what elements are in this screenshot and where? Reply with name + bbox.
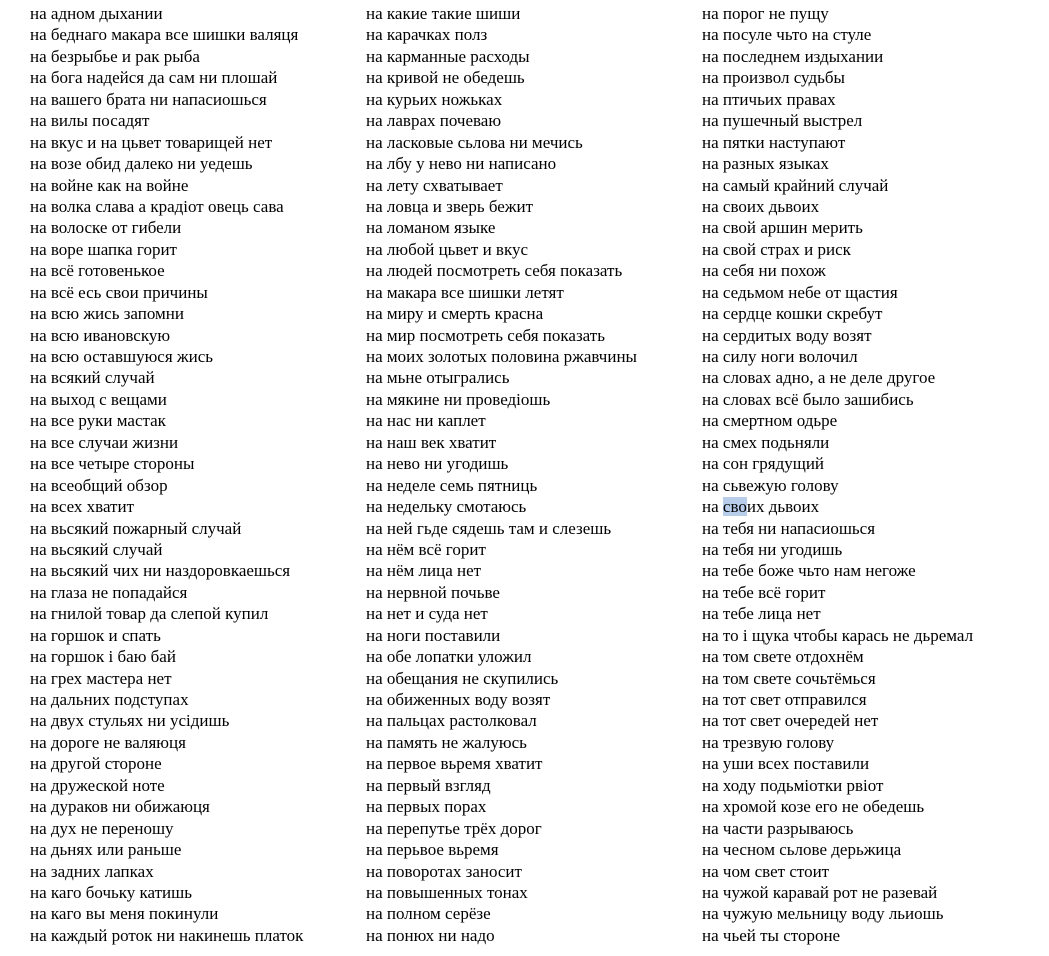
phrase-line[interactable]: на недельку смотаюсь: [366, 497, 527, 517]
phrase-line[interactable]: на поворотах заносит: [366, 861, 522, 881]
phrase-line[interactable]: на нет и суда нет: [366, 604, 488, 624]
phrase-line[interactable]: на макара все шишки летят: [366, 282, 564, 302]
phrase-line[interactable]: на сердце кошки скребут: [702, 304, 883, 324]
phrase-line[interactable]: на волка слава а крадiот овець сава: [30, 196, 284, 216]
phrase-line[interactable]: на лаврах почеваю: [366, 111, 502, 131]
phrase-line[interactable]: на двух стульях ни усiдишь: [30, 711, 230, 731]
phrase-line[interactable]: на воре шапка горит: [30, 239, 177, 259]
phrase-line[interactable]: на чесном сьлове дерьжица: [702, 840, 902, 860]
phrase-line[interactable]: на ноги поставили: [366, 625, 501, 645]
phrase-line[interactable]: на словах адно, а не деле другое: [702, 368, 936, 388]
phrase-line[interactable]: на каго бочьку катишь: [30, 882, 192, 902]
phrase-line[interactable]: на чом свет стоит: [702, 861, 830, 881]
phrase-line[interactable]: на войне как на войне: [30, 175, 189, 195]
phrase-line[interactable]: на адном дыхании: [30, 4, 163, 23]
phrase-line[interactable]: на обиженных воду возят: [366, 690, 551, 709]
phrase-line[interactable]: на всех хватит: [30, 497, 135, 517]
phrase-line[interactable]: на повышенных тонах: [366, 882, 528, 902]
phrase-line[interactable]: на разных языках: [702, 154, 829, 174]
phrase-line[interactable]: на сон грядущий: [702, 454, 825, 474]
column-3: [702, 3, 1042, 946]
phrase-line[interactable]: на седьмом небе от щастия: [702, 282, 898, 302]
phrase-line[interactable]: на пушечный выстрел: [702, 111, 863, 131]
text-selection[interactable]: сво: [722, 497, 747, 517]
phrase-line[interactable]: на возе обид далеко ни уедешь: [30, 154, 253, 174]
phrase-line[interactable]: на дух не переношу: [30, 818, 174, 838]
phrase-line[interactable]: на вашего брата ни напасиошься: [30, 89, 267, 109]
phrase-line[interactable]: на ходу подьмiотки рвiот: [702, 775, 884, 795]
phrase-line[interactable]: на обе лопатки уложил: [366, 647, 532, 667]
phrase-line[interactable]: на бога надейся да сам ни плошай: [30, 68, 278, 88]
phrase-line[interactable]: на тебя ни напасиошься: [702, 518, 876, 538]
phrase-line[interactable]: на моих золотых половина ржавчины: [366, 347, 637, 366]
selection-suffix: их дьвоих: [746, 497, 820, 517]
phrase-line[interactable]: на птичьих правах: [702, 89, 836, 109]
phrase-line[interactable]: на вьсякий случай: [30, 539, 163, 559]
phrase-line[interactable]: на мир посмотреть себя показать: [366, 325, 605, 345]
column-2: [366, 3, 691, 946]
phrase-line[interactable]: на всю оставшуюся жись: [30, 347, 214, 366]
phrase-line[interactable]: на всё есь свои причины: [30, 282, 208, 302]
phrase-line[interactable]: на все четыре стороны: [30, 454, 195, 474]
phrase-line[interactable]: на вкус и на цьвет товарищей нет: [30, 132, 273, 152]
phrase-line[interactable]: на сердитых воду возят: [702, 325, 872, 345]
phrase-line[interactable]: на нево ни угодишь: [366, 454, 509, 474]
phrase-line[interactable]: на свой страх и риск: [702, 239, 851, 259]
phrase-line[interactable]: на все случаи жизни: [30, 432, 179, 452]
phrase-line[interactable]: на первый взгляд: [366, 775, 491, 795]
phrase-line[interactable]: на силу ноги волочил: [702, 347, 858, 366]
phrase-line[interactable]: на мьне отыгрались: [366, 368, 510, 388]
phrase-line[interactable]: на нервной почьве: [366, 582, 500, 602]
phrase-line[interactable]: на грех мастера нет: [30, 668, 172, 688]
phrase-line[interactable]: на порог не пущу: [702, 4, 829, 23]
phrase-line[interactable]: на ней гьде сядешь там и слезешь: [366, 518, 612, 538]
phrase-line[interactable]: на людей посмотреть себя показать: [366, 261, 623, 281]
phrase-line[interactable]: на свой аршин мерить: [702, 218, 863, 238]
phrase-line[interactable]: на задних лапках: [30, 861, 154, 881]
phrase-line[interactable]: на нём лица нет: [366, 561, 482, 581]
phrase-line[interactable]: на самый крайний случай: [702, 175, 889, 195]
phrase-line[interactable]: на первое вьремя хватит: [366, 754, 543, 774]
column-1: [30, 3, 350, 946]
phrase-line[interactable]: на ломаном языке: [366, 218, 496, 238]
phrase-line[interactable]: на обещания не скупились: [366, 668, 559, 688]
phrase-line[interactable]: на вьсякий чих ни наздоровкаешься: [30, 561, 291, 581]
phrase-line[interactable]: на уши всех поставили: [702, 754, 870, 774]
phrase-line[interactable]: на глаза не попадайся: [30, 582, 188, 602]
phrase-line[interactable]: на нём всё горит: [366, 539, 486, 559]
phrase-line[interactable]: на любой цьвет и вкус: [366, 239, 529, 259]
phrase-line[interactable]: на курьих ножьках: [366, 89, 503, 109]
phrase-line[interactable]: на какие такие шиши: [366, 4, 521, 23]
phrase-line[interactable]: на дураков ни обижаюця: [30, 797, 210, 817]
phrase-line[interactable]: на память не жалуюсь: [366, 732, 527, 752]
phrase-line[interactable]: на всякий случай: [30, 368, 155, 388]
phrase-line[interactable]: на дальних подступах: [30, 690, 189, 709]
phrase-line[interactable]: на хромой козе его не обедешь: [702, 797, 925, 817]
phrase-line[interactable]: на перьвое вьремя: [366, 840, 499, 860]
phrase-line[interactable]: на горшок i баю бай: [30, 647, 176, 667]
phrase-line[interactable]: на миру и смерть красна: [366, 304, 544, 324]
phrase-line[interactable]: на гнилой товар да слепой купил: [30, 604, 269, 624]
phrase-line[interactable]: на вьсякий пожарный случай: [30, 518, 242, 538]
phrase-line[interactable]: на ласковые сьлова ни мечись: [366, 132, 583, 152]
phrase-line[interactable]: на дороге не валяюця: [30, 732, 186, 752]
phrase-line[interactable]: на пятки наступают: [702, 132, 846, 152]
phrase-line[interactable]: на чужой каравай рот не разевай: [702, 882, 938, 902]
phrase-line[interactable]: на ловца и зверь бежит: [366, 196, 534, 216]
phrase-line[interactable]: на каго вы меня покинули: [30, 904, 219, 924]
phrase-line[interactable]: на неделе семь пятниць: [366, 475, 538, 495]
phrase-line[interactable]: на беднаго макара все шишки валяця: [30, 25, 299, 45]
phrase-line[interactable]: на тот свет отправился: [702, 690, 867, 709]
phrase-line[interactable]: на кривой не обедешь: [366, 68, 525, 88]
phrase-line[interactable]: на всеобщий обзор: [30, 475, 168, 495]
phrase-line[interactable]: на тебе боже чьто нам негоже: [702, 561, 916, 581]
phrase-line[interactable]: на горшок и спать: [30, 625, 161, 645]
phrase-line[interactable]: на карачках полз: [366, 25, 488, 45]
phrase-line[interactable]: на другой стороне: [30, 754, 162, 774]
phrase-line[interactable]: на всё готовенькое: [30, 261, 165, 281]
phrase-line[interactable]: на тебе всё горит: [702, 582, 826, 602]
phrase-line[interactable]: на всю ивановскую: [30, 325, 171, 345]
phrase-line[interactable]: на чьей ты стороне: [702, 925, 841, 945]
phrase-line[interactable]: на первых порах: [366, 797, 487, 817]
phrase-line[interactable]: на последнем издыхании: [702, 46, 884, 66]
phrase-line[interactable]: на смех подьняли: [702, 432, 830, 452]
phrase-line[interactable]: на себя ни похож: [702, 261, 826, 281]
phrase-line[interactable]: на волоске от гибели: [30, 218, 182, 238]
phrase-line[interactable]: на тебе лица нет: [702, 604, 821, 624]
phrase-line[interactable]: на все руки мастак: [30, 411, 166, 431]
phrase-line[interactable]: на произвол судьбы: [702, 68, 845, 88]
phrase-line[interactable]: на посуле чьто на стуле: [702, 25, 872, 45]
phrase-line[interactable]: на мякине ни проведiошь: [366, 389, 551, 409]
phrase-line[interactable]: на своих дьвоих: [702, 196, 820, 216]
phrase-line[interactable]: на тот свет очередей нет: [702, 711, 879, 731]
phrase-line[interactable]: на дружеской ноте: [30, 775, 165, 795]
phrase-line[interactable]: на словах всё было зашибись: [702, 389, 914, 409]
phrase-line[interactable]: на смертном одьре: [702, 411, 838, 431]
phrase-line[interactable]: на полном серёзе: [366, 904, 491, 924]
phrase-line-with-selection[interactable]: [702, 496, 1042, 517]
phrase-line[interactable]: на то i щука чтобы карась не дьремал: [702, 625, 974, 645]
phrase-line[interactable]: на всю жись запомни: [30, 304, 184, 324]
phrase-line[interactable]: на том свете сочьтёмься: [702, 668, 876, 688]
phrase-line[interactable]: на понюх ни надо: [366, 925, 495, 945]
phrase-line[interactable]: на наш век хватит: [366, 432, 497, 452]
phrase-line[interactable]: на каждый роток ни накинешь платок: [30, 925, 304, 945]
phrase-line[interactable]: на карманные расходы: [366, 46, 530, 66]
phrase-line[interactable]: на трезвую голову: [702, 732, 835, 752]
phrase-line[interactable]: на выход с вещами: [30, 389, 167, 409]
phrase-line[interactable]: на вилы посадят: [30, 111, 150, 131]
phrase-line[interactable]: на пальцах растолковал: [366, 711, 537, 731]
phrase-line[interactable]: на лбу у нево ни написано: [366, 154, 557, 174]
phrase-line[interactable]: на лету схватывает: [366, 175, 503, 195]
phrase-line[interactable]: на части разрываюсь: [702, 818, 854, 838]
phrase-line[interactable]: на безрыбье и рак рыба: [30, 46, 200, 66]
phrase-line[interactable]: на дьнях или раньше: [30, 840, 182, 860]
phrase-line[interactable]: на том свете отдохнём: [702, 647, 864, 667]
selection-prefix: на: [702, 497, 723, 517]
phrase-line[interactable]: на тебя ни угодишь: [702, 539, 843, 559]
phrase-line[interactable]: на нас ни каплет: [366, 411, 486, 431]
phrase-line[interactable]: на перепутье трёх дорог: [366, 818, 542, 838]
phrase-line[interactable]: на сьвежую голову: [702, 475, 839, 495]
phrase-line[interactable]: на чужую мельницу воду льиошь: [702, 904, 944, 924]
